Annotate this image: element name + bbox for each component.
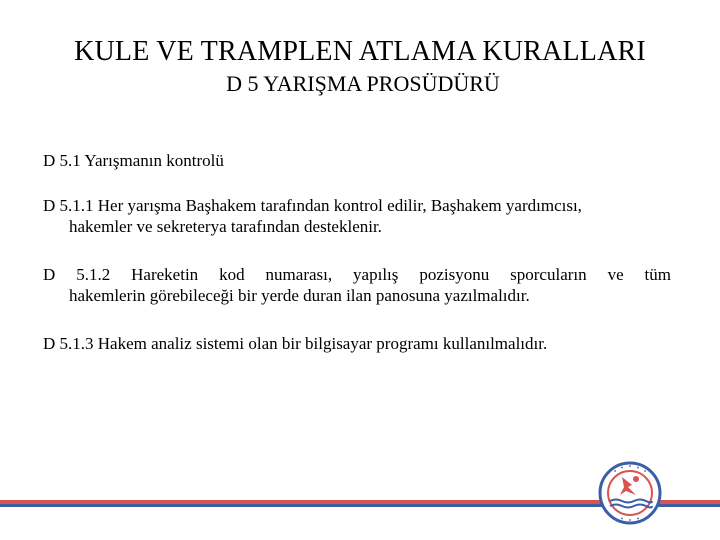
paragraph-d5-1-2 bbox=[43, 264, 671, 306]
paragraph-continuation: hakemler ve sekreterya tarafından desteklenir. bbox=[69, 217, 382, 236]
paragraph-d5-1 bbox=[43, 150, 671, 171]
paragraph-text: D 5.1.3 Hakem analiz sistemi olan bir bilgisayar programı kullanılmalıdır. bbox=[43, 334, 548, 353]
paragraph-text: D 5.1.1 Her yarışma Başhakem tarafından kontrol edilir, Başhakem yardımcısı, bbox=[43, 196, 582, 215]
slide-body bbox=[43, 150, 671, 378]
paragraph-continuation: hakemlerin görebileceği bir yerde duran ilan panosuna yazılmalıdır. bbox=[69, 286, 530, 305]
federation-emblem-icon bbox=[598, 461, 662, 525]
paragraph-d5-1-1 bbox=[43, 195, 671, 237]
slide-subtitle: D 5 YARIŞMA PROSÜDÜRÜ bbox=[226, 71, 500, 96]
paragraph-d5-1-3 bbox=[43, 333, 671, 354]
paragraph-text: D 5.1.2 Hareketin kod numarası, yapılış pozisyonu sporcuların ve tüm bbox=[43, 265, 671, 284]
slide-title: KULE VE TRAMPLEN ATLAMA KURALLARI bbox=[74, 36, 646, 67]
paragraph-text: D 5.1 Yarışmanın kontrolü bbox=[43, 151, 224, 170]
